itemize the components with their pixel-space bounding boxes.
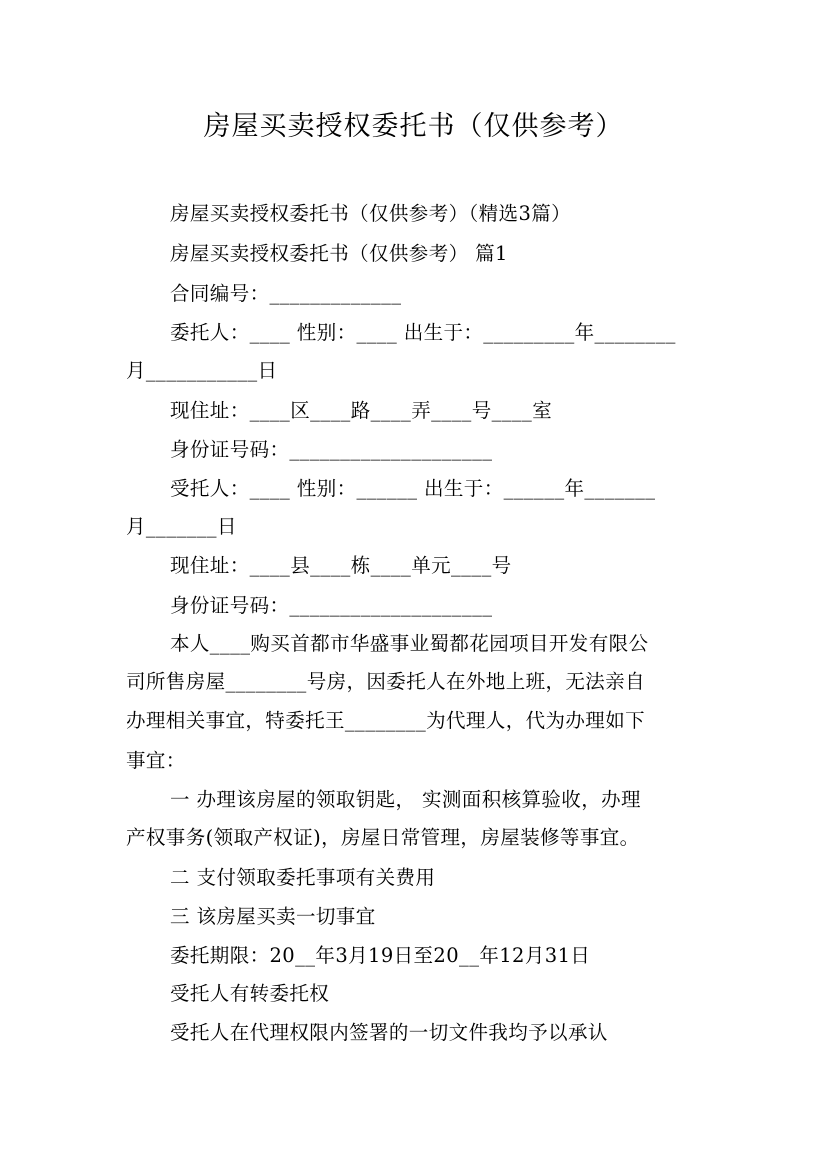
- item-one-line: 一 办理该房屋的领取钥匙， 实测面积核算验收，办理: [170, 788, 641, 811]
- agent-address-line: 现住址：____县____栋____单元____号: [170, 554, 512, 577]
- item-three-line: 三 该房屋买卖一切事宜: [170, 905, 376, 928]
- agent-id-line: 身份证号码：____________________: [170, 594, 493, 617]
- principal-info-line: 委托人：____ 性别：____ 出生于：_________年________: [170, 321, 676, 344]
- document-title: 房屋买卖授权委托书（仅供参考）: [203, 111, 624, 142]
- principal-id-line: 身份证号码：____________________: [170, 438, 493, 461]
- principal-info-line-cont: 月___________日: [126, 359, 278, 382]
- item-one-line-cont: 产权事务(领取产权证)，房屋日常管理，房屋装修等事宜。: [126, 826, 640, 849]
- term-line: 委托期限：20__年3月19日至20__年12月31日: [170, 944, 591, 967]
- chapter-heading: 房屋买卖授权委托书（仅供参考） 篇1: [170, 242, 508, 265]
- body-paragraph-line: 司所售房屋________号房，因委托人在外地上班，无法亲自: [126, 670, 646, 693]
- item-two-line: 二 支付领取委托事项有关费用: [170, 866, 436, 889]
- agent-info-line-cont: 月_______日: [126, 515, 237, 538]
- agent-info-line: 受托人：____ 性别：______ 出生于：______年_______: [170, 477, 656, 500]
- body-paragraph-line: 事宜：: [126, 749, 186, 772]
- principal-address-line: 现住址：____区____路____弄____号____室: [170, 399, 553, 422]
- body-paragraph-line: 办理相关事宜，特委托王________为代理人，代为办理如下: [126, 709, 646, 732]
- subtitle-line: 房屋买卖授权委托书（仅供参考）（精选3篇）: [170, 202, 572, 225]
- transfer-right-line: 受托人有转委托权: [170, 982, 330, 1005]
- body-paragraph-line: 本人____购买首都市华盛事业蜀都花园项目开发有限公: [170, 632, 649, 655]
- contract-number-line: 合同编号：_____________: [170, 282, 402, 305]
- acknowledgement-line: 受托人在代理权限内签署的一切文件我均予以承认: [170, 1021, 608, 1044]
